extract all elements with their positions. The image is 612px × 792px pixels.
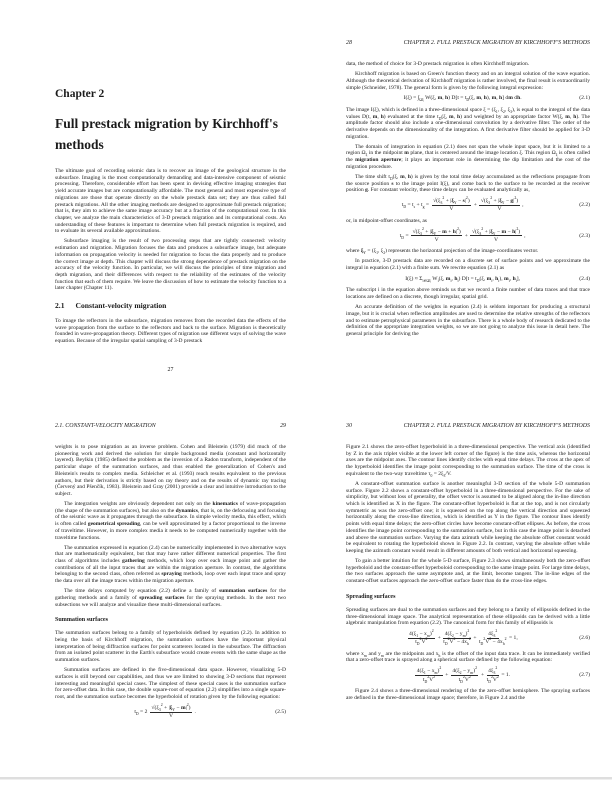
subsection-heading: Spreading surfaces (346, 593, 396, 600)
sheet-edge-line-light (0, 779, 612, 780)
paragraph: The ultimate goal of recording seismic data is to recover an image of the geological structure in the subsurface. Imaging is the most computationally demanding and data-intensive component of seismic processing. Therefore, considerable effort has been spent in devising effective imaging strategies that yield accurate images but are computationally affordable. The most general and most expensive type of migrations are those that operate directly on the whole prestack data set; they are thus called full prestack migrations. All the other imaging methods are designed to approximate full prestack migration; that is, they aim to achieve the same image accuracy but at a fraction of the computational cost. In this chapter, we analyze the main characteristics of 3-D prestack migration and its computational costs. An understanding of these features is important to determine when full prestack migration is required, and to evaluate its several available approximations. (55, 168, 286, 235)
paragraph: Spreading surfaces are dual to the summation surfaces and they belong to a family of ellipsoids defined in the three-dimensional image space. The analytical representation of these ellipsoids can be derived with a little algebraic manipulation from equation (2.2). The canonical form for this family of ellipsoids is (346, 606, 590, 627)
operator: + (480, 672, 485, 679)
equation-lhs: $t_D = 2$ (134, 708, 148, 716)
page-29-text-block (55, 396, 286, 725)
paragraph: data, the method of choice for 3-D prestack migration is often Kirchhoff migration. (346, 61, 530, 67)
fraction: $\frac{√(\xi_3^2 + |\xi_Y - m|^2)}{V}$ (151, 702, 191, 720)
fraction: $\frac{√(\xi_3^2 + |\xi_Y - g|^2)}{V}$ (480, 196, 519, 213)
page-30 (306, 396, 612, 792)
paragraph: The time delays computed by equation (2.2) define a family of summation surfaces for the gathering methods and a family of spreading surfaces for the spraying methods. In the next two subsections we will analyze and visualize these multi-dimensional surfaces. (55, 588, 287, 608)
fraction: $\frac{4(\xi_2 - y_m)^2}{t_D^2V^2 - 4x_h^2}$ (443, 629, 471, 647)
paragraph: or, in midpoint-offset coordinates, as (346, 217, 427, 224)
running-head-page-number: 28 (346, 40, 352, 46)
operator: + (445, 672, 449, 679)
paragraph: Summation surfaces are defined in the five-dimensional data space. However, visualizing 5-D surfaces is still beyond our capabilities, and thus we are limited to showing 3-D sections that represent interesting and meaningful special cases. The simplest of these special cases is the summation surface for zero-offset data. In this case, the double square-root of equation (2.2) simplifies into a single square-root, and the summation surface becomes the hyperboloid of rotation given by the following equation: (55, 667, 286, 701)
equation-tail: = 1, (509, 635, 518, 642)
running-head (346, 40, 590, 47)
paragraph: weights is to pose migration as an inverse problem. Cohen and Bleistein (1979) did much of the pioneering work and derived the solution for simple background media (constant and horizontally layered). Beylkin (1985) defined the problem as the inversion of a Radon transform, independent of the particular shape of the summation surfaces, and thus enabled the generalization of Cohen's and Bleistein's results to complex media. Schleicher et al. (1993) reach results equivalent to the previous authors, but their derivation is strictly based on ray theory and on the results of dynamic ray tracing (Červený and Pšenčík, 1983). Bleistein and Gray (2001) provide a clear and intuitive introduction to the subject. (55, 444, 286, 497)
page-29 (0, 396, 306, 792)
equation-number: (2.1) (579, 95, 590, 102)
equation-2-5 (55, 702, 286, 720)
equation-number: (2.7) (579, 672, 590, 679)
equation-tail: . (194, 708, 196, 715)
chapter-label: Chapter 2 (55, 88, 105, 100)
paragraph: The summation expressed in equation (2.4) can be numerically implemented in two alternative ways that are mathematically equivalent, but that may have rather different numerical properties. The first class of algorithms includes gathering methods, which loop over each image point and gather the contributions of all the input traces that are within the migration aperture. In contrast, the algorithms belonging to the second class, often referred as spraying methods, loop over each input trace and spray the data over all the image traces within the migration aperture. (55, 544, 286, 585)
section-title: Constant-velocity migration (75, 301, 167, 311)
equation-tail: , (522, 202, 524, 209)
chapter-title-line1: Full prestack migration by Kirchhoff's (55, 116, 279, 131)
fraction: $\frac{√(\xi_3^2 + |\xi_Y - s|^2)}{V}$ (433, 196, 470, 213)
paragraph: To gain a better intuition for the whole 5-D surface, Figure 2.3 shows simultaneously both the zero-offset hyperboloid and the constant-offset hyperboloid corresponding to the same image point. For large time delays, the two surfaces approach the same asymptote and, at the limit, become tangent. The in-line edges of the constant-offset surfaces approach the zero-offset surface faster than do the cross-line edges. (346, 558, 590, 585)
paragraph: An accurate definition of the weights in equation (2.4) is seldom important for producing a structural image, but it is crucial when reflection amplitudes are used to determine the relative strengths of the reflectors and to estimate petrophysical parameters in the subsurface. There is a whole body of research dedicated to the definition of the appropriate integration weights, so we are not going to analyze this issue in detail here. The general principle for deriving the (346, 304, 590, 338)
equation-2-1 (346, 95, 590, 102)
equation-lhs: $t_D = t_s + t_g$ = (401, 202, 430, 210)
page-28-text-block (346, 0, 590, 338)
paragraph: The domain of integration in equation (2.1) does not span the whole input space, but it is limited to a region $\Omega_\xi$ in the midpoint m plane, that is centered around the image location ξ. This region $\Omega_\xi$ is often called the migration aperture; it plays an important role in determining the dip limitation and the cost of the migration procedure. (346, 143, 590, 170)
equation-tail: = 1. (501, 672, 511, 679)
running-head-page-number: 30 (346, 423, 352, 429)
equation-number: (2.6) (579, 635, 590, 642)
section-heading-2-1 (55, 301, 286, 310)
equation-2-6 (346, 631, 590, 646)
paragraph: Subsurface imaging is the result of two processing steps that are tightly connected: velocity estimation and migration. Migration focuses the data and produces a subsurface image, but adequate information on propagation velocity is needed for migration to focus the data properly and to produce the correct image at depth. This chapter will discuss the strong dependence of prestack migration on the accuracy of the velocity function. In particular, we will discuss the principles of time migration and depth migration, and their differences with respect to the reliability of the estimates of the velocity function that each of them require. We leave the discussion of how to estimate the velocity function to a later chapter (Chapter 11). (55, 238, 286, 292)
running-head (55, 423, 286, 430)
equation-number: (2.4) (579, 275, 590, 282)
paragraph: where $\xi_Y = (\xi_1$, $\xi_2$) represents the horizontal projection of the image-coordinates vector. (346, 248, 539, 256)
equation-number: (2.2) (579, 202, 590, 209)
paragraph: where $x_m$ and $y_m$ are the midpoints and $x_h$ is the offset of the input data trace. It can be immediately verified that a zero-offset trace is sprayed along a spherical surface defined by the following equation: (346, 650, 590, 664)
paragraph: The image I(ξ), which is defined in a three-dimensional space $\xi = (\xi_1$, $\xi_2$, $\xi_3$), is equal to the integral of the data values D(t, m, h) evaluated at the time $t_D(\xi$, m, h) and weighted by an appropriate factor W(ξ, m, h). The amplitude factor should also include a one-dimensional convolution by a derivative filter. The order of the derivative depends on the dimensionality of the integration. A first derivative filter should be applied for 3-D migration. (346, 106, 590, 140)
fraction: $\frac{4(\xi_1 - x_m)^2}{t_D^2V^2}$ (409, 629, 434, 647)
running-head-title: 2.1. CONSTANT-VELOCITY MIGRATION (55, 423, 156, 429)
running-head-title: CHAPTER 2. FULL PRESTACK MIGRATION BY KIRCHHOFF'S METHODS (403, 40, 590, 46)
paragraph: To image the reflectors in the subsurface, migration removes from the recorded data the effects of the wave propagation from the surface to the reflectors and back to the surface. Migration is theoretically founded in wave-propagation theory. Different types of migration use different ways of solving the wave equation. Because of the irregular spatial sampling of 3-D prestack (55, 318, 286, 345)
fraction: $\frac{4(\xi_2 - y_m)^2}{t_D^2V^2}$ (452, 666, 477, 684)
page-27-text-block (55, 0, 286, 345)
paragraph: Figure 2.4 shows a three-dimensional rendering of the the zero-offset hemisphere. The spraying surfaces are defined in the three-dimensional image space; therefore, in Figure 2.4 and the (346, 687, 590, 701)
fraction: $\frac{4\xi_3^2}{t_D^2V^2 - 4x_h^2}$ (478, 629, 507, 647)
paragraph: A constant-offset summation surface is another meaningful 3-D section of the whole 5-D summation surface. Figure 2.2 shows a constant-offset hyperboloid in a three-dimensional perspective. For the sake of simplicity, but without loss of generality, the offset vector is assumed to be aligned along the in-line direction which is identified as X in the figure. The constant-offset hyperboloid is flat at the top, and is not circularly symmetric as was the zero-offset one; it is squeezed on the top along the vertical direction and squeezed horizontally along the cross-line direction, which is identified as Y in the figure. The contour lines identify points with equal time delays; the zero-offset circles have become constant-offset ellipses. As before, the cross identifies the image point corresponding to the summation surface, but in this case the image point is detached and above the summation surface. Varying the data azimuth while keeping the absolute offset constant would be equivalent to rotating the hyperboloid shown in Figure 2.2. In contrast, varying the absolute offset while keeping the azimuth constant would result in different amounts of both vertical and horizontal squeezing. (346, 480, 590, 554)
equation-body: $I(\xi) \approx \Sigma_{i\in\Omega\xi}$ $W_i(\xi$, $m_i$, $h_i$) $D[t = t_D(\xi$, $m_i$, $h_i$), $m_i$, $h_i$], (405, 275, 521, 283)
chapter-title-line2: methods (55, 137, 104, 152)
operator: + (464, 232, 468, 239)
paragraph: In practice, 3-D prestack data are recorded on a discrete set of surface points and we approximate the integral in equation (2.1) with a finite sum. We rewrite equation (2.1) as (346, 258, 590, 272)
paragraph: The time shift $t_D(\xi$, m, h) is given by the total time delay accumulated as the reflections propagate from the source position s to the image point I(ξ), and come back to the surface to be recorded at the receiver position g. For constant velocity, these time delays can be evaluated analytically as, (346, 173, 591, 194)
fraction: $\frac{√(\xi_3^2 + |\xi_Y - m + h|^2)}{V}$ (412, 226, 461, 243)
equation-number: (2.5) (275, 708, 286, 715)
paragraph: The integration weights are obviously dependent not only on the kinematics of wave-propagation (the shape of the summation surfaces), but also on the dynamics, that is, on the defocusing and focusing of the seismic wave as it propagates through the subsurface. In simple velocity media, this effect, which is often called geometrical spreading, can be well approximated by a factor proportional to the inverse of traveltime. However, in more complex media it needs to be computed numerically together with the traveltime functions. (55, 501, 286, 541)
equation-lhs: $t_D$ = (399, 232, 409, 240)
running-head (346, 423, 590, 430)
fraction: $\frac{4\xi_3^2}{t_D^2V^2}$ (486, 666, 499, 684)
operator: + (473, 202, 477, 209)
paragraph: Kirchhoff migration is based on Green's function theory and on an integral solution of the wave equation. Although the theoretical derivation of Kirchhoff migration is rather involved, the final result is extraordinarily simple (Schneider, 1978). The general form is given by the following integral expression: (346, 71, 590, 91)
fraction: $\frac{√(\xi_3^2 + |\xi_Y - m - h|^2)}{V}$ (471, 226, 521, 243)
paragraph: The subscript i in the equation above reminds us that we record a finite number of data traces and that trace locations are defined on a discrete, though irregular, spatial grid. (346, 287, 590, 301)
page-number-27: 27 (167, 367, 174, 373)
operator: + (473, 635, 477, 642)
page-27 (0, 0, 306, 396)
fraction: $\frac{4(\xi_1 - x_m)^2}{t_D^2V^2}$ (416, 666, 442, 684)
equation-2-4 (346, 276, 590, 283)
paragraph: Figure 2.1 shows the zero-offset hyperboloid in a three-dimensional perspective. The vertical axis (identified by Z in the axis triplet visible at the lower left corner of the figure) is the time axis, whereas the horizontal axes are the midpoint axes. The contour lines identify circles with equal time delays. The cross at the apex of the hyperboloid identifies the image point corresponding to the summation surface. The time of the cross is equivalent to the two-way traveltime $\tau_0 = 2\xi_3/V$. (346, 444, 590, 478)
equation-2-7 (346, 668, 590, 683)
section-number: 2.1 (55, 301, 65, 311)
running-head-title: CHAPTER 2. FULL PRESTACK MIGRATION BY KIRCHHOFF'S METHODS (403, 423, 590, 429)
equation-number: (2.3) (579, 232, 590, 239)
equation-tail: , (524, 232, 526, 239)
page-28 (306, 0, 612, 396)
paragraph: The summation surfaces belong to a family of hyperboloids defined by equation (2.2). In addition to being the basis of Kirchhoff migration, the summation surfaces have the important physical interpretation of being diffraction surfaces for point scatterers located in the subsurface. The diffraction from an isolated point scatterer in the Earth's subsurface would create events with the same shape as the summation surfaces. (55, 630, 286, 664)
equation-body: $I(\xi) = \int_{\Omega\xi}$ W(ξ, m, h) $D[t = t_D(\xi$, m, h), m, h] dm dh. (403, 95, 522, 103)
subsection-heading: Summation surfaces (55, 617, 108, 624)
chapter-title (55, 113, 286, 155)
equation-2-3 (346, 226, 590, 244)
equation-2-2 (346, 198, 590, 213)
page-30-text-block (346, 396, 590, 701)
running-head-page-number: 29 (280, 423, 286, 429)
operator: + (437, 635, 441, 642)
